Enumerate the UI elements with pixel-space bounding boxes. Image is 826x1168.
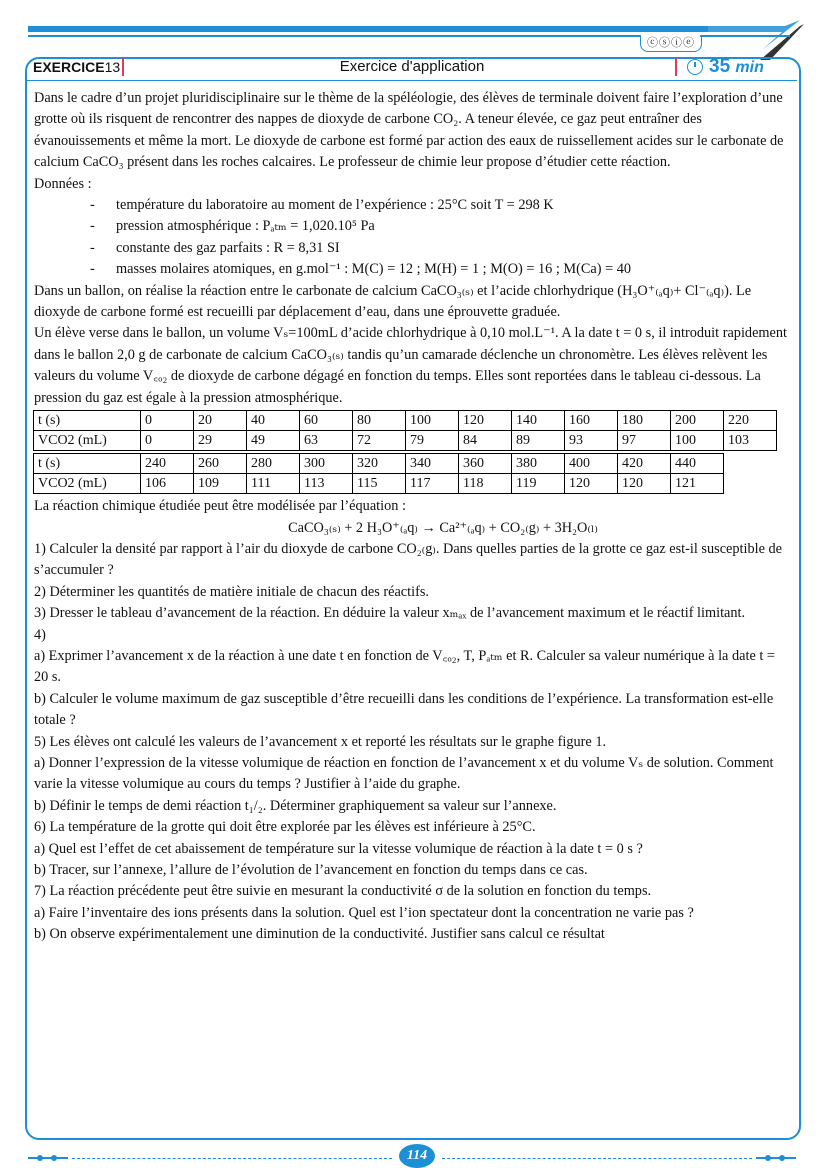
header-rule <box>28 26 708 32</box>
table-cell: 20 <box>194 411 247 431</box>
license-badge: ⓒⓢⓘⓔ <box>640 35 702 52</box>
list-item: - pression atmosphérique : Pₐₜₘ = 1,020.10⁵ Pa <box>34 216 792 237</box>
table-cell: t (s) <box>34 411 141 431</box>
table-cell: 72 <box>353 431 406 451</box>
question-4b: b) Calculer le volume maximum de gaz susceptible d’être recueilli dans les conditions de l’expérience. La transformation est-elle totale ? <box>34 690 774 729</box>
table-cell: 103 <box>724 431 777 451</box>
table-cell: 0 <box>141 431 194 451</box>
table-cell: 380 <box>512 454 565 474</box>
table-cell: 360 <box>459 454 512 474</box>
header-divider-right <box>675 58 677 76</box>
table-cell: 180 <box>618 411 671 431</box>
question-5a: a) Donner l’expression de la vitesse volumique de réaction en fonction de l’avancement x et du volume Vₛ de solution. Comment varie la vitesse volumique au cours du temps ? Justifier à l’aide du graphe. <box>34 754 774 793</box>
table-cell: 120 <box>459 411 512 431</box>
table-cell: 300 <box>300 454 353 474</box>
table-cell: 60 <box>300 411 353 431</box>
question-6: 6) La température de la grotte qui doit être explorée par les élèves est inférieure à 25°C. <box>34 819 536 836</box>
question-7: 7) La réaction précédente peut être suivie en mesurant la conductivité σ de la solution en fonction du temps. <box>34 883 652 900</box>
data-table-2 <box>33 453 724 494</box>
table-cell: 89 <box>512 431 565 451</box>
question-1: 1) Calculer la densité par rapport à l’air du dioxyde de carbone CO₂₍g₎. Dans quelles parties de la grotte ce gaz est-il susceptible de s’accumuler ? <box>34 540 783 579</box>
table-cell: 111 <box>247 474 300 494</box>
question-5: 5) Les élèves ont calculé les valeurs de l’avancement x et reporté les résultats sur le graphe figure 1. <box>34 733 607 750</box>
clock-icon <box>687 59 703 75</box>
page-number: 114 <box>399 1144 435 1168</box>
question-6a: a) Quel est l’effet de cet abaissement de température sur la vitesse volumique de réaction à la date t = 0 s ? <box>34 840 643 857</box>
table-cell: 63 <box>300 431 353 451</box>
table-row <box>34 411 777 431</box>
footer-dashed-line <box>72 1158 392 1159</box>
list-item: - masses molaires atomiques, en g.mol⁻¹ : M(C) = 12 ; M(H) = 1 ; M(O) = 16 ; M(Ca) = 40 <box>34 259 792 280</box>
exercise-number: 13 <box>104 59 121 75</box>
table-cell: VCO2 (mL) <box>34 431 141 451</box>
table-cell: 200 <box>671 411 724 431</box>
table-row <box>34 431 777 451</box>
question-5b: b) Définir le temps de demi réaction t₁/₂. Déterminer graphiquement sa valeur sur l’annexe. <box>34 797 557 814</box>
table-cell: 440 <box>671 454 724 474</box>
table-cell: 49 <box>247 431 300 451</box>
table-cell: VCO2 (mL) <box>34 474 141 494</box>
exercise-body <box>34 88 792 946</box>
table-cell: 280 <box>247 454 300 474</box>
table-cell: 100 <box>671 431 724 451</box>
duration: 35 min <box>709 56 764 77</box>
question-2: 2) Déterminer les quantités de matière initiale de chacun des réactifs. <box>34 583 429 600</box>
question-4: 4) <box>34 626 46 643</box>
procedure-paragraph: Dans un ballon, on réalise la réaction entre le carbonate de calcium CaCO₃₍ₛ₎ et l’acide chlorhydrique (H₃O⁺₍ₐq₎+ Cl⁻₍ₐq₎). Le dioxyde de carbone formé est recueilli par déplacement d’eau, dans une éprouvette graduée. <box>34 282 752 321</box>
table-cell: 80 <box>353 411 406 431</box>
reaction-equation: CaCO₃₍ₛ₎ + 2 H₃O⁺₍ₐq₎ → Ca²⁺₍ₐq₎ + CO₂₍g₎ + 3H₂O₍ₗ₎ <box>288 519 598 536</box>
table-row <box>34 474 724 494</box>
question-7b: b) On observe expérimentalement une diminution de la conductivité. Justifier sans calcul ce résultat <box>34 926 605 943</box>
table-cell: 240 <box>141 454 194 474</box>
table-cell: 115 <box>353 474 406 494</box>
table-cell: 84 <box>459 431 512 451</box>
header-rule-thin <box>28 35 728 37</box>
table-cell: 119 <box>512 474 565 494</box>
donnees-list <box>34 195 792 281</box>
table-cell: 109 <box>194 474 247 494</box>
experiment-paragraph: Un élève verse dans le ballon, un volume Vₛ=100mL d’acide chlorhydrique à 0,10 mol.L⁻¹. A la date t = 0 s, il introduit rapidement dans le ballon 2,0 g de carbonate de calcium CaCO₃₍ₛ₎ tandis qu’un camarade déclenche un chronomètre. Les élèves relèvent les valeurs du volume V꜀ₒ₂ de dioxyde de carbone dégagé en fonction du temps. Elles sont reportées dans le tableau ci-dessous. La pression du gaz est égale à la pression atmosphérique. <box>34 325 788 406</box>
table-cell: 93 <box>565 431 618 451</box>
table-cell: 117 <box>406 474 459 494</box>
table-cell: 118 <box>459 474 512 494</box>
table-cell: 220 <box>724 411 777 431</box>
question-6b: b) Tracer, sur l’annexe, l’allure de l’évolution de l’avancement en fonction du temps dans ce cas. <box>34 862 588 878</box>
table-cell: 120 <box>565 474 618 494</box>
list-item: - constante des gaz parfaits : R = 8,31 SI <box>34 238 792 259</box>
exercise-title: Exercice d'application <box>339 58 485 75</box>
table-cell: 260 <box>194 454 247 474</box>
equation-intro: La réaction chimique étudiée peut être modélisée par l’équation : <box>34 498 406 515</box>
table-cell: 420 <box>618 454 671 474</box>
header-underline <box>27 80 797 81</box>
table-cell: 0 <box>141 411 194 431</box>
footer-ornament-icon <box>28 1154 68 1162</box>
data-table-1 <box>33 410 777 451</box>
page-footer <box>28 1150 800 1166</box>
intro-paragraph: Dans le cadre d’un projet pluridisciplinaire sur le thème de la spéléologie, des élèves de terminale doivent faire l’exploration d’une grotte où ils risquent de rencontrer des nappes de dioxyde de carbone CO₂. A teneur élevée, ce gaz peut entraîner des évanouissements et même la mort. Le dioxyde de carbone est formé par action des eaux de ruissellement acides sur le carbonate de calcium CaCO₃ présent dans les roches calcaires. Le professeur de chimie leur propose d’étudier cette réaction. <box>34 90 784 171</box>
table-cell: 140 <box>512 411 565 431</box>
table-cell: 29 <box>194 431 247 451</box>
footer-ornament-icon <box>756 1154 796 1162</box>
table-cell: 400 <box>565 454 618 474</box>
table-cell: 40 <box>247 411 300 431</box>
table-cell: 79 <box>406 431 459 451</box>
question-7a: a) Faire l’inventaire des ions présents dans la solution. Quel est l’ion spectateur dont la concentration ne varie pas ? <box>34 904 694 921</box>
table-cell: 160 <box>565 411 618 431</box>
table-cell: 320 <box>353 454 406 474</box>
table-cell: 100 <box>406 411 459 431</box>
question-3: 3) Dresser le tableau d’avancement de la réaction. En déduire la valeur xₘₐₓ de l’avancement maximum et le réactif limitant. <box>34 605 746 622</box>
footer-dashed-line <box>442 1158 752 1159</box>
table-cell: 120 <box>618 474 671 494</box>
question-4a: a) Exprimer l’avancement x de la réaction à une date t en fonction de V꜀ₒ₂, T, Pₐₜₘ et R. Calculer sa valeur numérique à la date t = 20 s. <box>34 647 775 686</box>
table-row <box>34 454 724 474</box>
exercise-header <box>25 57 799 79</box>
table-cell: 106 <box>141 474 194 494</box>
table-cell: 340 <box>406 454 459 474</box>
table-cell: 97 <box>618 431 671 451</box>
donnees-label: Données : <box>34 175 92 192</box>
exercise-label: EXERCICE13 <box>33 59 121 75</box>
table-cell: 121 <box>671 474 724 494</box>
table-cell: 113 <box>300 474 353 494</box>
table-cell: t (s) <box>34 454 141 474</box>
list-item: - température du laboratoire au moment de l’expérience : 25°C soit T = 298 K <box>34 195 792 216</box>
